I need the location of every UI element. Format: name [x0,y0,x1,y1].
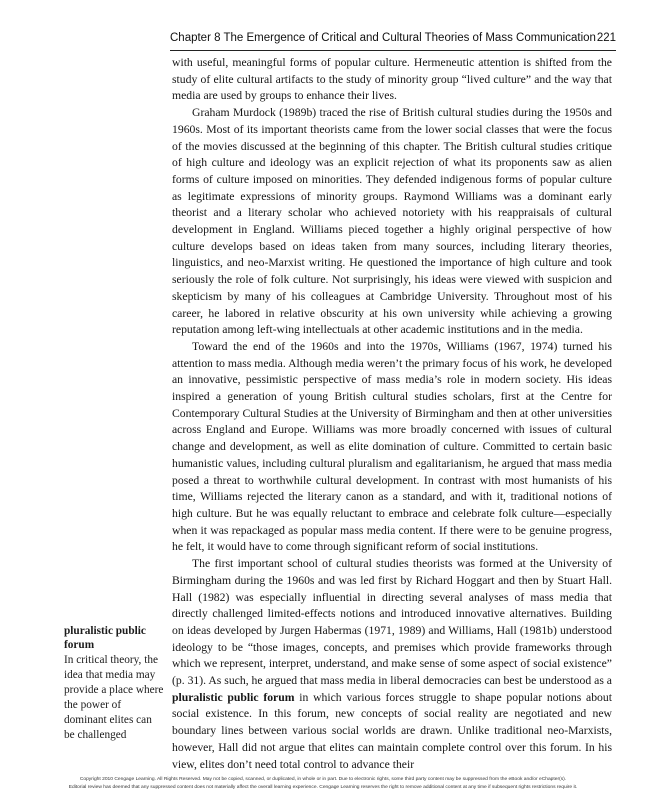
copyright-line-2: Editorial review has deemed that any suppressed content does not materially affect the overall learning experience. Cengage Learning reserves the right to remove additional content at any time if subsequent rights restrictions require it. [68,785,578,790]
paragraph-1: with useful, meaningful forms of popular culture. Hermeneutic attention is shifted from the study of elite cultural artifacts to the study of minority group “lived culture” and the way that media are used by groups to enhance their lives. [172,56,612,103]
page-header [170,30,616,51]
copyright-footer [8,776,638,792]
paragraph-4-text-before: The first important school of cultural studies theorists was formed at the University of Birmingham during the 1960s and was led first by Richard Hoggart and then by Stuart Hall. Hall (1982) was especially influential in directing several analyses of mass media that directly challenged limited-effects notions and introduced innovative alternatives. Building on ideas developed by Jurgen Habermas (1971, 1989) and Williams, Hall (1981b) understood ideology to be “those images, concepts, and premises which provide frameworks through which we represent, interpret, understand, and make sense of some aspect of social existence” (p. 31). As such, he argued that mass media in liberal democracies can best be understood as a [172,557,612,688]
glossary-term: pluralistic public forum [64,625,146,651]
margin-glossary [64,624,164,743]
key-term-bold: pluralistic public forum [172,690,295,704]
paragraph-2: Graham Murdock (1989b) traced the rise of British cultural studies during the 1950s and 1960s. Most of its important theorists came from the lower social classes that were the focus of the movies discussed at the beginning of this chapter. The British cultural studies critique of high culture and ideology was an explicit rejection of what its proponents saw as alien forms of culture imposed on minorities. They defended indigenous forms of popular culture as legitimate expressions of minority groups. Raymond Williams was a dominant early theorist and a literary scholar who achieved notoriety with his reappraisals of cultural development in England. Williams pieced together a highly original perspective of how culture develops based on ideas taken from many sources, including literary theories, linguistics, and neo-Marxist writing. He questioned the importance of high culture and took seriously the role of folk culture. Not surprisingly, his ideas were viewed with suspicion and skepticism by many of his colleagues at Cambridge University. Throughout most of his career, he labored in relative obscurity at his own university while achieving a growing reputation among left-wing intellectuals at other academic institutions and in the media. [172,106,612,337]
page-number: 221 [596,32,616,44]
copyright-line-1: Copyright 2010 Cengage Learning. All Rights Reserved. May not be copied, scanned, or duplicated, in whole or in part. Due to electronic rights, some third party content may be suppressed from the eBook and/or eChapter(s). [79,777,567,782]
paragraph-4 [172,556,612,773]
paragraph-4-text-after: in which various forces struggle to shape popular notions about social existence. In this forum, new concepts of social reality are negotiated and new boundary lines between various social worlds are drawn. Unlike traditional neo-Marxists, however, Hall did not argue that elites can maintain complete control over this forum. In his view, elites don’t need total control to advance their [172,690,612,771]
main-text-column [172,55,612,773]
running-head: Chapter 8 The Emergence of Critical and Cultural Theories of Mass Communication [170,32,596,44]
glossary-definition: In critical theory, the idea that media may provide a place where the power of dominant elites can be challenged [64,654,164,741]
paragraph-3: Toward the end of the 1960s and into the 1970s, Williams (1967, 1974) turned his attention to mass media. Although media weren’t the primary focus of his work, he developed an innovative, pessimistic perspective of mass media’s role in modern society. His ideas inspired a generation of young British cultural studies scholars, first at the Centre for Contemporary Cultural Studies at the University of Birmingham and then at other universities across England and Europe. Williams was more broadly concerned with issues of cultural change and development, as well as elite domination of culture. Committed to certain basic humanistic values, including cultural pluralism and egalitarianism, he argued that mass media posed a threat to worthwhile cultural development. In contrast with most humanists of his time, Williams rejected the literary canon as a standard, and with it, traditional notions of high culture. But he was equally reluctant to embrace and celebrate folk culture—especially when it was repackaged as popular mass media content. If there were to be genuine progress, he felt, it would have to come through significant reform of social institutions. [172,339,612,554]
